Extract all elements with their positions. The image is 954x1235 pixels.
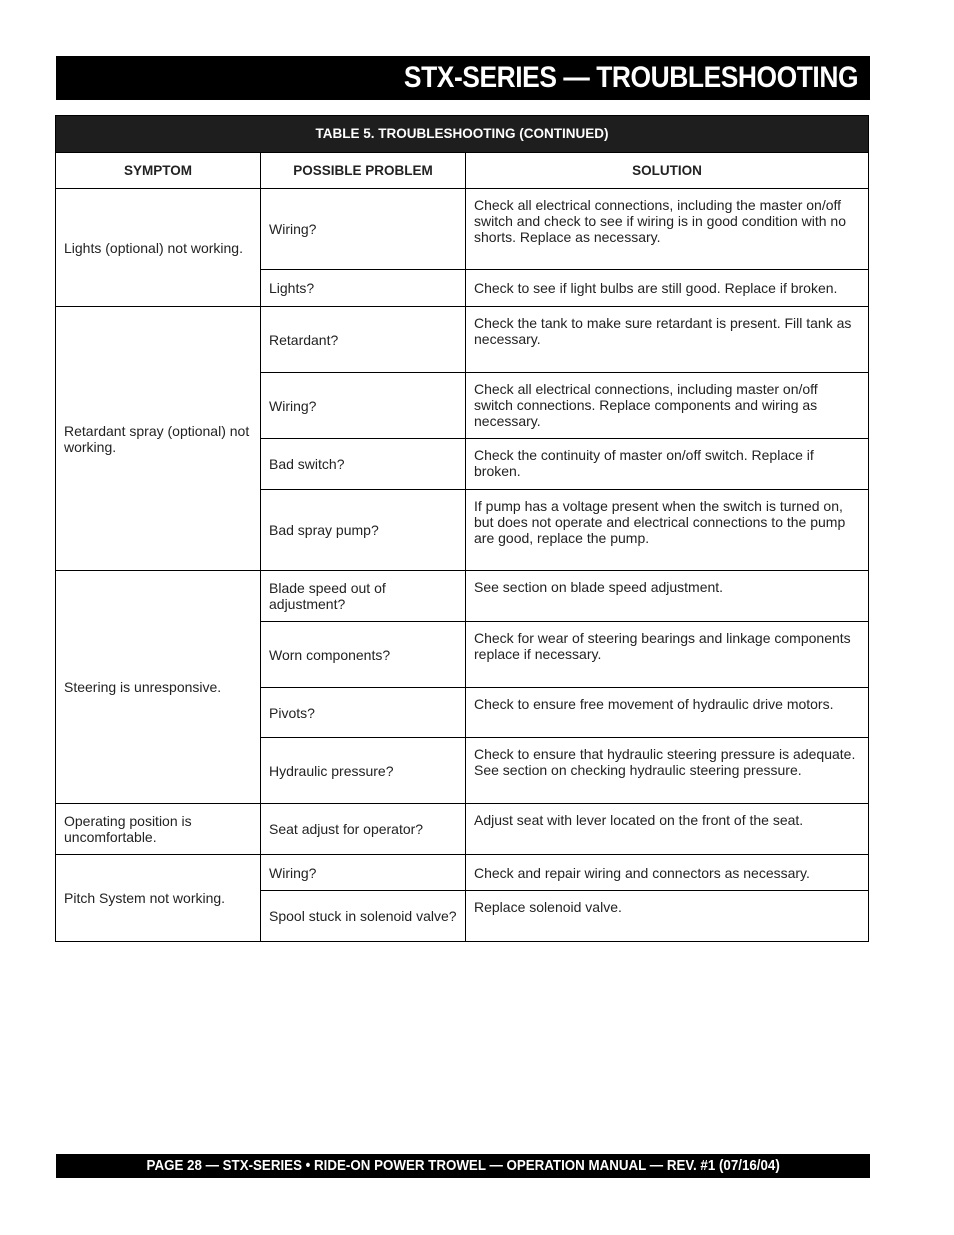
symptom-cell: Pitch System not working. bbox=[56, 855, 261, 942]
table-row bbox=[56, 855, 869, 891]
table-caption: TABLE 5. TROUBLESHOOTING (CONTINUED) bbox=[56, 116, 869, 153]
column-header-possible-problem: POSSIBLE PROBLEM bbox=[261, 153, 466, 189]
symptom-cell: Steering is unresponsive. bbox=[56, 571, 261, 804]
problem-cell: Bad spray pump? bbox=[261, 490, 466, 571]
problem-cell: Blade speed out of adjustment? bbox=[261, 571, 466, 622]
problem-cell: Hydraulic pressure? bbox=[261, 738, 466, 804]
solution-cell: If pump has a voltage present when the switch is turned on, but does not operate and electrical connections to the pump are good, replace the pump. bbox=[466, 490, 869, 571]
page-header-bar bbox=[56, 56, 870, 100]
problem-cell: Pivots? bbox=[261, 688, 466, 738]
solution-cell: Check to see if light bulbs are still good. Replace if broken. bbox=[466, 270, 869, 307]
table-row bbox=[56, 189, 869, 270]
symptom-cell: Operating position is uncomfortable. bbox=[56, 804, 261, 855]
problem-cell: Wiring? bbox=[261, 855, 466, 891]
solution-cell: Check to ensure free movement of hydraulic drive motors. bbox=[466, 688, 869, 738]
problem-cell: Spool stuck in solenoid valve? bbox=[261, 891, 466, 942]
page-title: STX-SERIES — TROUBLESHOOTING bbox=[403, 61, 858, 94]
solution-cell: Check for wear of steering bearings and linkage components replace if necessary. bbox=[466, 622, 869, 688]
solution-cell: Check all electrical connections, including the master on/off switch and check to see if wiring is in good condition with no shorts. Replace as necessary. bbox=[466, 189, 869, 270]
problem-cell: Seat adjust for operator? bbox=[261, 804, 466, 855]
solution-cell: Check to ensure that hydraulic steering pressure is adequate. See section on checking hydraulic steering pressure. bbox=[466, 738, 869, 804]
solution-cell: Replace solenoid valve. bbox=[466, 891, 869, 942]
solution-cell: Adjust seat with lever located on the front of the seat. bbox=[466, 804, 869, 855]
solution-cell: Check the continuity of master on/off switch. Replace if broken. bbox=[466, 439, 869, 490]
column-header-solution: SOLUTION bbox=[466, 153, 869, 189]
table-row bbox=[56, 804, 869, 855]
problem-cell: Retardant? bbox=[261, 307, 466, 373]
problem-cell: Wiring? bbox=[261, 189, 466, 270]
problem-cell: Worn components? bbox=[261, 622, 466, 688]
page-footer-text: PAGE 28 — STX-SERIES • RIDE-ON POWER TROWEL — OPERATION MANUAL — REV. #1 (07/16/04) bbox=[146, 1158, 780, 1174]
table-row bbox=[56, 307, 869, 373]
problem-cell: Lights? bbox=[261, 270, 466, 307]
table-row bbox=[56, 571, 869, 622]
column-header-symptom: SYMPTOM bbox=[56, 153, 261, 189]
solution-cell: Check the tank to make sure retardant is present. Fill tank as necessary. bbox=[466, 307, 869, 373]
problem-cell: Wiring? bbox=[261, 373, 466, 439]
problem-cell: Bad switch? bbox=[261, 439, 466, 490]
troubleshooting-table bbox=[55, 115, 869, 942]
solution-cell: Check and repair wiring and connectors as necessary. bbox=[466, 855, 869, 891]
page-footer-bar bbox=[56, 1154, 870, 1178]
symptom-cell: Lights (optional) not working. bbox=[56, 189, 261, 307]
symptom-cell: Retardant spray (optional) not working. bbox=[56, 307, 261, 571]
solution-cell: Check all electrical connections, including master on/off switch connections. Replace components and wiring as necessary. bbox=[466, 373, 869, 439]
solution-cell: See section on blade speed adjustment. bbox=[466, 571, 869, 622]
